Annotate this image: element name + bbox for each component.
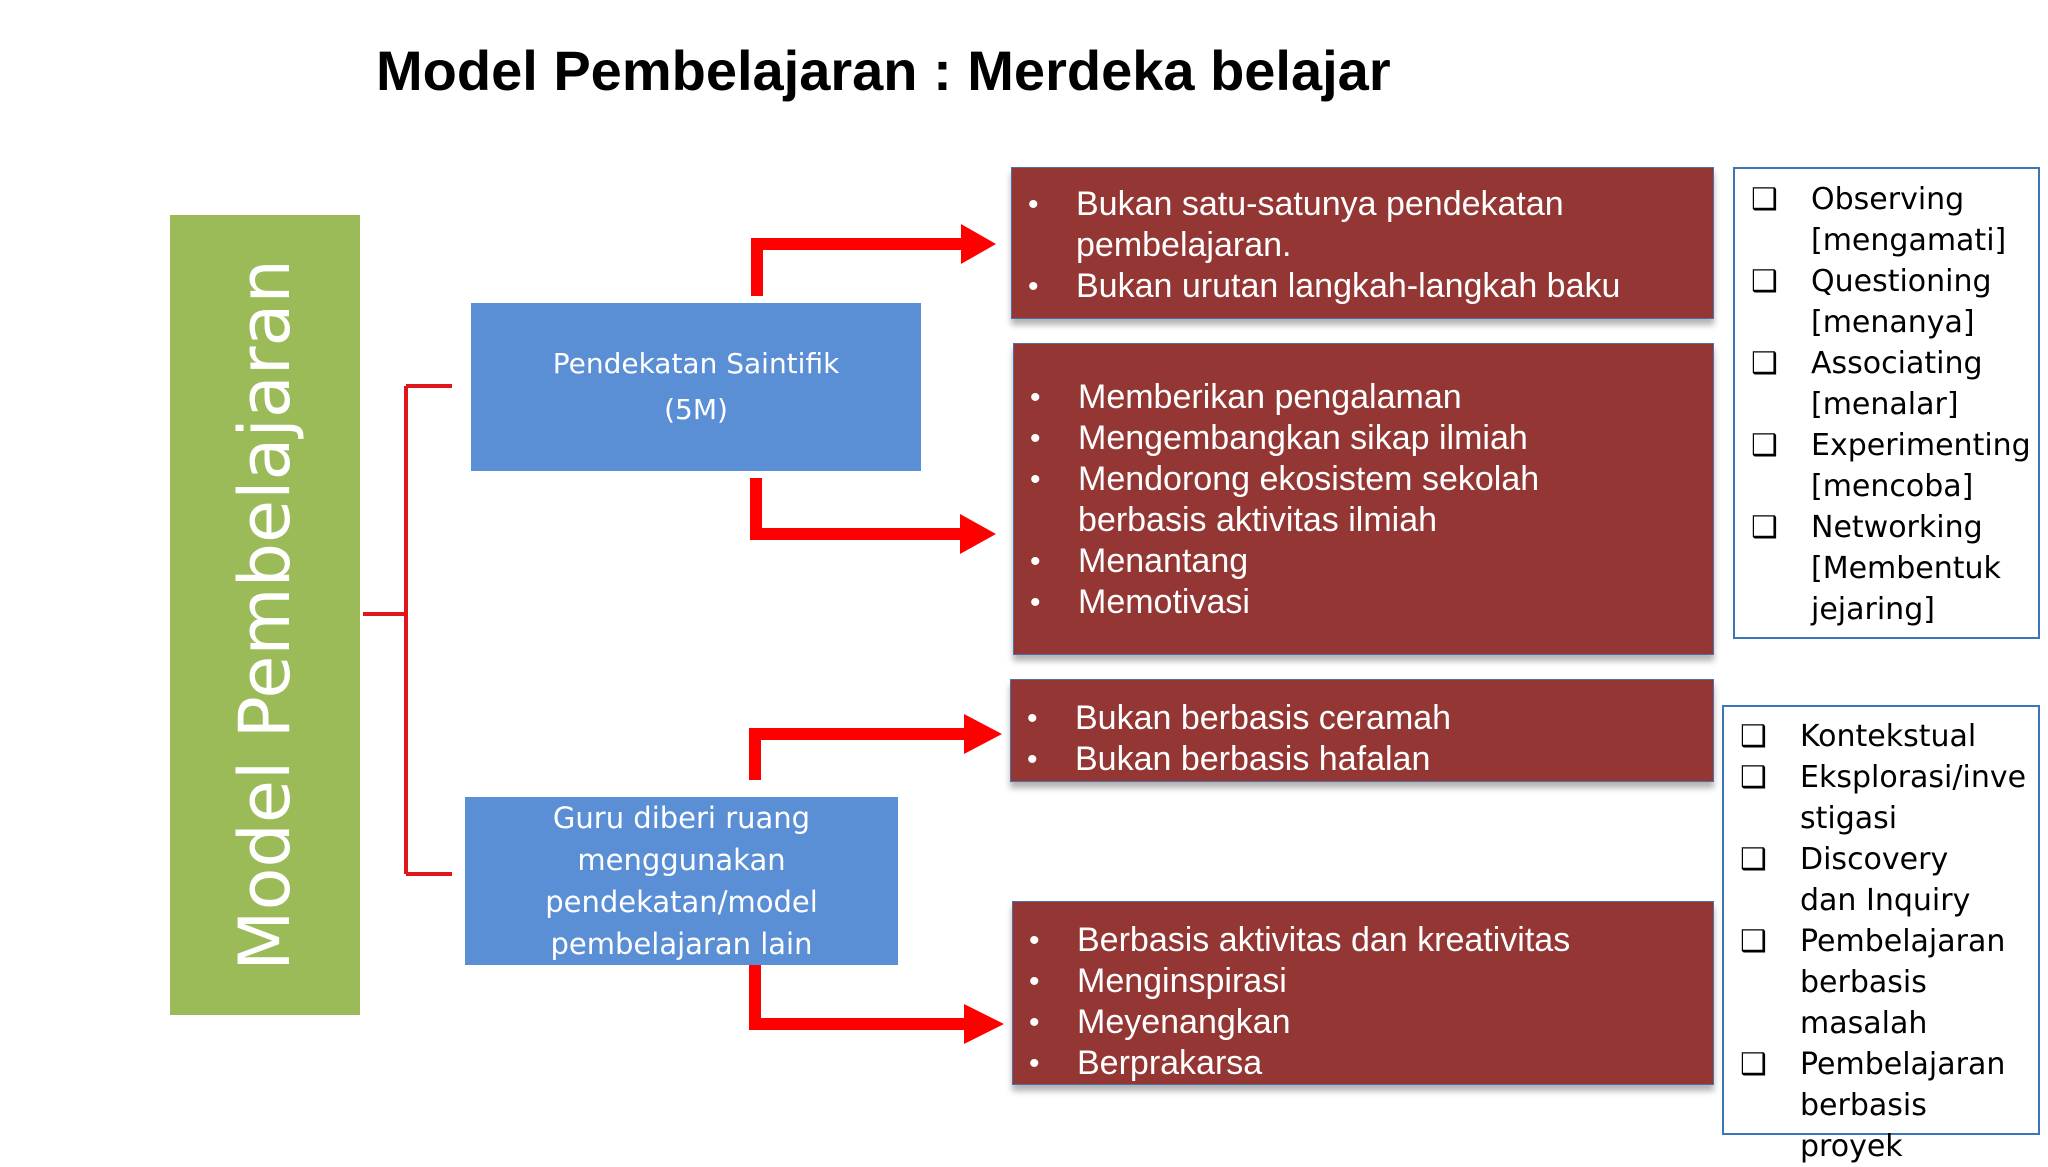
list-item: ❑ Networking [Membentuk jejaring] bbox=[1735, 507, 2038, 630]
list-item: ❑ Pembelajaran berbasis proyek bbox=[1724, 1044, 2038, 1167]
list-item: • Bukan urutan langkah-langkah baku bbox=[1012, 266, 1713, 307]
list-item: ❑ Experimenting [mencoba] bbox=[1735, 425, 2038, 507]
arrow-guru-not bbox=[749, 714, 1002, 780]
list-item: • Meyenangkan bbox=[1013, 1002, 1713, 1043]
list-item: • Berbasis aktivitas dan kreativitas bbox=[1013, 920, 1713, 961]
node-label-line: pendekatan/model bbox=[545, 885, 818, 919]
list-item: • Menginspirasi bbox=[1013, 961, 1713, 1002]
list-item: ❑ Pembelajaran berbasis masalah bbox=[1724, 921, 2038, 1044]
box-saintifik-goals bbox=[1013, 343, 1714, 655]
list-item: • Mendorong ekosistem sekolah berbasis aktivitas ilmiah bbox=[1014, 459, 1713, 541]
box-guru-not bbox=[1010, 679, 1714, 782]
list-learning-models bbox=[1722, 705, 2040, 1164]
arrow-guru-goals bbox=[749, 962, 1004, 1044]
page-title: Model Pembelajaran : Merdeka belajar bbox=[376, 39, 1391, 102]
list-item: • Memotivasi bbox=[1014, 582, 1713, 623]
list-item: • Memberikan pengalaman bbox=[1014, 377, 1713, 418]
node-label-line: pembelajaran lain bbox=[550, 927, 813, 961]
root-node bbox=[170, 215, 360, 1015]
list-item: • Bukan satu-satunya pendekatan pembelajaran. bbox=[1012, 184, 1713, 266]
list-5m-steps bbox=[1733, 167, 2040, 639]
root-node-label: Model Pembelajaran bbox=[224, 259, 306, 971]
list-item: • Menantang bbox=[1014, 541, 1713, 582]
node-label-line: Pendekatan Saintifik bbox=[552, 347, 840, 380]
node-label-line: Guru diberi ruang bbox=[552, 801, 811, 835]
arrow-saintifik-goals bbox=[750, 478, 996, 554]
node-label-line: (5M) bbox=[664, 393, 728, 426]
node-guru-diberi-ruang bbox=[465, 797, 898, 965]
list-item: ❑ Questioning [menanya] bbox=[1735, 261, 2038, 343]
list-item: • Bukan berbasis hafalan bbox=[1011, 739, 1713, 780]
node-pendekatan-saintifik bbox=[471, 303, 921, 471]
list-item: ❑ Observing [mengamati] bbox=[1735, 179, 2038, 261]
box-guru-goals bbox=[1012, 901, 1714, 1085]
box-saintifik-not bbox=[1011, 167, 1714, 319]
list-item: • Berprakarsa bbox=[1013, 1043, 1713, 1084]
tree-bracket bbox=[363, 386, 452, 874]
list-item: • Bukan berbasis ceramah bbox=[1011, 698, 1713, 739]
node-label-line: menggunakan bbox=[577, 843, 786, 877]
list-item: ❑ Eksplorasi/investigasi bbox=[1724, 757, 2038, 839]
list-item: • Mengembangkan sikap ilmiah bbox=[1014, 418, 1713, 459]
list-item: ❑ Discovery dan Inquiry bbox=[1724, 839, 2038, 921]
list-item: ❑ Kontekstual bbox=[1724, 716, 2038, 757]
list-item: ❑ Associating [menalar] bbox=[1735, 343, 2038, 425]
arrow-saintifik-not bbox=[751, 224, 996, 296]
